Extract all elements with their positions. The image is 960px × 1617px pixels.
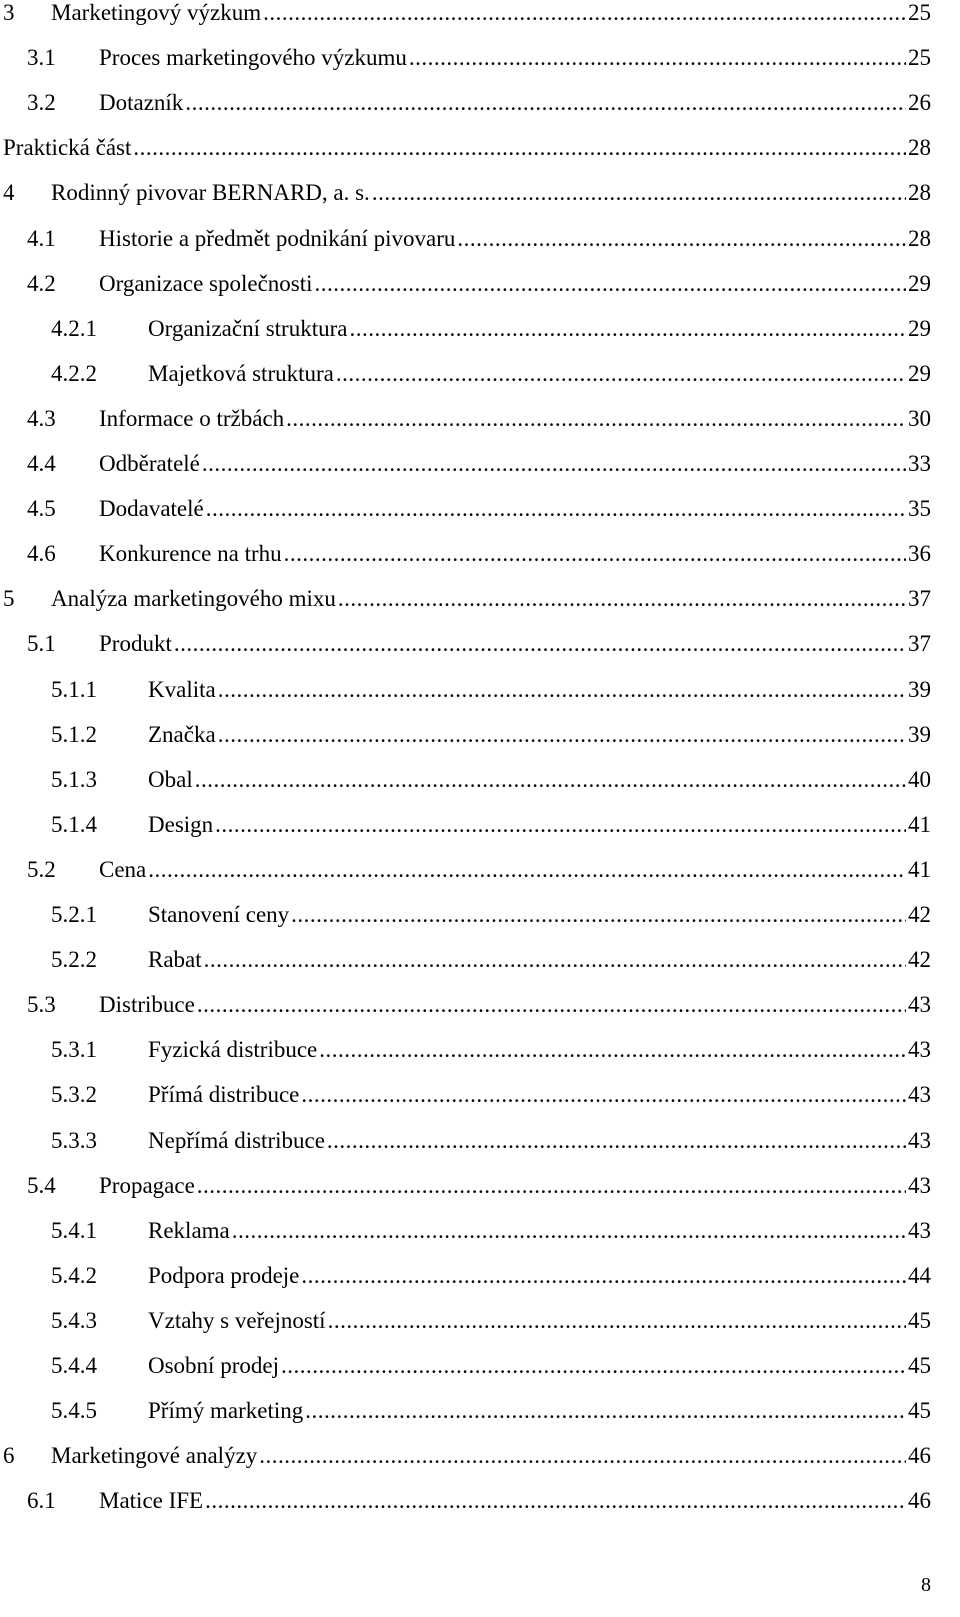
toc-entry-title: Vztahy s veřejností — [148, 1298, 328, 1344]
toc-entry-page: 28 — [906, 125, 931, 171]
toc-entry-number: 3.1 — [27, 45, 56, 71]
toc-entry-page: 41 — [906, 847, 931, 893]
toc-entry[interactable] — [0, 937, 960, 983]
toc-entry-page: 40 — [906, 757, 931, 803]
toc-entry-title: Distribuce — [99, 982, 197, 1028]
toc-entry-page: 46 — [906, 1433, 931, 1479]
toc-entry-title: Design — [148, 802, 215, 848]
toc-dot-leader — [372, 170, 906, 216]
toc-entry-title: Rodinný pivovar BERNARD, a. s. — [51, 170, 372, 216]
toc-dot-leader — [202, 441, 906, 487]
toc-entry-page: 28 — [906, 216, 931, 262]
toc-entry-title: Produkt — [99, 621, 174, 667]
toc-entry[interactable] — [0, 1478, 960, 1524]
toc-dot-leader — [319, 1027, 906, 1073]
toc-entry-number: 5.1.4 — [51, 811, 97, 837]
toc-entry-page: 45 — [906, 1298, 931, 1344]
toc-entry-page: 46 — [906, 1478, 931, 1524]
toc-dot-leader — [232, 1208, 906, 1254]
toc-entry-number: 5.4.3 — [51, 1307, 97, 1333]
toc-entry-number: 3 — [3, 0, 15, 25]
toc-dot-leader — [349, 306, 906, 352]
toc-entry-title: Praktická část — [3, 125, 133, 171]
toc-entry-title: Osobní prodej — [148, 1343, 281, 1389]
toc-dot-leader — [338, 576, 906, 622]
toc-entry-title: Odběratelé — [99, 441, 202, 487]
toc-entry-title: Analýza marketingového mixu — [51, 576, 338, 622]
toc-dot-leader — [284, 531, 906, 577]
toc-dot-leader — [197, 982, 906, 1028]
toc-entry[interactable] — [0, 1433, 960, 1479]
toc-entry[interactable] — [0, 1072, 960, 1118]
toc-entry[interactable] — [0, 170, 960, 216]
toc-entry-title: Fyzická distribuce — [148, 1027, 319, 1073]
toc-entry-page: 37 — [906, 621, 931, 667]
toc-entry-number: 5.3 — [27, 992, 56, 1018]
toc-entry-number: 5.4.1 — [51, 1217, 97, 1243]
toc-dot-leader — [215, 802, 906, 848]
toc-entry-number: 3.2 — [27, 90, 56, 116]
toc-entry-page: 43 — [906, 982, 931, 1028]
toc-entry-title: Majetková struktura — [148, 351, 336, 397]
toc-entry-title: Nepřímá distribuce — [148, 1118, 327, 1164]
toc-entry-page: 35 — [906, 486, 931, 532]
toc-entry[interactable] — [0, 667, 960, 713]
toc-entry-page: 39 — [906, 667, 931, 713]
toc-entry-number: 4.4 — [27, 451, 56, 476]
toc-entry-title: Přímý marketing — [148, 1388, 305, 1434]
toc-dot-leader — [301, 1072, 906, 1118]
toc-dot-leader — [291, 892, 906, 938]
toc-entry[interactable] — [0, 621, 960, 667]
toc-entry-title: Informace o tržbách — [99, 396, 286, 442]
toc-entry-number: 6 — [3, 1443, 15, 1469]
toc-entry-title: Podpora prodeje — [148, 1253, 301, 1299]
toc-dot-leader — [259, 1433, 906, 1479]
toc-entry-number: 4.3 — [27, 405, 56, 431]
toc-entry[interactable] — [0, 0, 960, 36]
toc-entry-title: Konkurence na trhu — [99, 531, 284, 577]
toc-entry[interactable] — [0, 1208, 960, 1254]
toc-entry[interactable] — [0, 982, 960, 1028]
toc-entry-title: Kvalita — [148, 667, 218, 713]
toc-entry-title: Organizace společnosti — [99, 261, 315, 307]
toc-dot-leader — [336, 351, 906, 397]
toc-entry-title: Dodavatelé — [99, 486, 206, 532]
toc-dot-leader — [197, 1163, 906, 1209]
toc-entry-title: Propagace — [99, 1163, 197, 1209]
toc-entry-number: 5.3.3 — [51, 1127, 97, 1153]
toc-entry-number: 5.2.1 — [51, 902, 97, 927]
page-number: 8 — [921, 1574, 931, 1596]
toc-entry-page: 28 — [906, 170, 931, 216]
toc-entry-number: 5.4.2 — [51, 1262, 97, 1288]
toc-entry-title: Matice IFE — [99, 1478, 205, 1524]
toc-entry-page: 26 — [906, 80, 931, 126]
toc-dot-leader — [457, 216, 906, 262]
toc-dot-leader — [206, 486, 906, 532]
toc-entry-page: 43 — [906, 1027, 931, 1073]
toc-entry[interactable] — [0, 396, 960, 442]
toc-entry[interactable] — [0, 892, 960, 938]
toc-entry[interactable] — [0, 216, 960, 262]
toc-entry-page: 41 — [906, 802, 931, 848]
toc-entry-page: 39 — [906, 712, 931, 758]
toc-entry-title: Historie a předmět podnikání pivovaru — [99, 216, 457, 262]
toc-dot-leader — [263, 0, 906, 36]
toc-entry[interactable] — [0, 261, 960, 307]
toc-entry-page: 25 — [906, 35, 931, 81]
toc-entry-number: 5 — [3, 586, 15, 612]
toc-entry-title: Značka — [148, 712, 218, 758]
toc-dot-leader — [409, 35, 906, 81]
toc-dot-leader — [148, 847, 906, 893]
toc-entry-number: 5.1.2 — [51, 721, 97, 747]
toc-entry-number: 5.1 — [27, 631, 56, 657]
toc-dot-leader — [281, 1343, 906, 1389]
toc-entry[interactable] — [0, 125, 960, 171]
toc-entry-title: Stanovení ceny — [148, 892, 291, 938]
toc-dot-leader — [133, 125, 906, 171]
toc-entry-page: 33 — [906, 441, 931, 487]
toc-entry-page: 36 — [906, 531, 931, 577]
toc-entry-number: 4.6 — [27, 541, 56, 567]
toc-entry-number: 5.3.2 — [51, 1082, 97, 1108]
toc-entry-title: Organizační struktura — [148, 306, 349, 352]
toc-entry[interactable] — [0, 1388, 960, 1434]
toc-entry[interactable] — [0, 35, 960, 81]
toc-dot-leader — [174, 621, 906, 667]
toc-entry-number: 5.4.4 — [51, 1353, 97, 1378]
toc-entry-page: 42 — [906, 892, 931, 938]
toc-entry[interactable] — [0, 1027, 960, 1073]
toc-entry-title: Proces marketingového výzkumu — [99, 35, 409, 81]
toc-entry-page: 43 — [906, 1072, 931, 1118]
toc-entry[interactable] — [0, 486, 960, 532]
toc-entry-number: 4.2 — [27, 270, 56, 296]
toc-entry-number: 6.1 — [27, 1488, 56, 1514]
toc-entry-title: Reklama — [148, 1208, 232, 1254]
toc-entry-page: 43 — [906, 1118, 931, 1164]
toc-entry-title: Cena — [99, 847, 148, 893]
toc-entry-number: 5.1.1 — [51, 676, 97, 702]
toc-entry-title: Přímá distribuce — [148, 1072, 301, 1118]
toc-entry-number: 4.1 — [27, 225, 56, 251]
toc-entry-title: Marketingové analýzy — [51, 1433, 259, 1479]
toc-dot-leader — [218, 667, 906, 713]
toc-entry-number: 5.1.3 — [51, 766, 97, 792]
toc-dot-leader — [205, 1478, 906, 1524]
toc-entry[interactable] — [0, 802, 960, 848]
toc-entry-page: 29 — [906, 261, 931, 307]
toc-entry-title: Obal — [148, 757, 195, 803]
toc-entry[interactable] — [0, 351, 960, 397]
toc-entry-number: 5.4 — [27, 1172, 56, 1198]
toc-entry-page: 45 — [906, 1343, 931, 1389]
toc-entry[interactable] — [0, 712, 960, 758]
toc-entry-page: 45 — [906, 1388, 931, 1434]
toc-dot-leader — [204, 937, 906, 983]
toc-entry[interactable] — [0, 531, 960, 577]
toc-entry-page: 44 — [906, 1253, 931, 1299]
toc-entry[interactable] — [0, 1298, 960, 1344]
toc-entry[interactable] — [0, 1163, 960, 1209]
toc-entry-page: 42 — [906, 937, 931, 983]
toc-entry-number: 5.2.2 — [51, 947, 97, 973]
toc-entry-number: 4.2.2 — [51, 360, 97, 386]
toc-entry[interactable] — [0, 576, 960, 622]
toc-entry[interactable] — [0, 80, 960, 126]
toc-entry[interactable] — [0, 441, 960, 487]
toc-dot-leader — [185, 80, 906, 126]
toc-entry[interactable] — [0, 757, 960, 803]
toc-entry-page: 43 — [906, 1208, 931, 1254]
toc-dot-leader — [327, 1118, 906, 1164]
toc-entry-title: Dotazník — [99, 80, 185, 126]
toc-entry-number: 5.4.5 — [51, 1398, 97, 1424]
toc-dot-leader — [301, 1253, 906, 1299]
toc-entry[interactable] — [0, 306, 960, 352]
toc-entry-title: Rabat — [148, 937, 204, 983]
toc-entry-number: 4.2.1 — [51, 315, 97, 341]
toc-entry-title: Marketingový výzkum — [51, 0, 263, 36]
toc-entry-page: 43 — [906, 1163, 931, 1209]
toc-dot-leader — [315, 261, 906, 307]
toc-dot-leader — [328, 1298, 906, 1344]
toc-entry-page: 29 — [906, 306, 931, 352]
toc-entry-number: 4.5 — [27, 496, 56, 522]
toc-dot-leader — [218, 712, 906, 758]
toc-entry[interactable] — [0, 1118, 960, 1164]
toc-entry[interactable] — [0, 1253, 960, 1299]
toc-dot-leader — [286, 396, 906, 442]
toc-entry-page: 30 — [906, 396, 931, 442]
toc-entry-page: 29 — [906, 351, 931, 397]
toc-entry[interactable] — [0, 1343, 960, 1389]
toc-entry-number: 5.3.1 — [51, 1037, 97, 1063]
toc-entry[interactable] — [0, 847, 960, 893]
toc-entry-number: 5.2 — [27, 856, 56, 882]
toc-entry-page: 37 — [906, 576, 931, 622]
toc-dot-leader — [305, 1388, 906, 1434]
toc-dot-leader — [195, 757, 906, 803]
toc-entry-number: 4 — [3, 180, 15, 206]
toc-entry-page: 25 — [906, 0, 931, 36]
